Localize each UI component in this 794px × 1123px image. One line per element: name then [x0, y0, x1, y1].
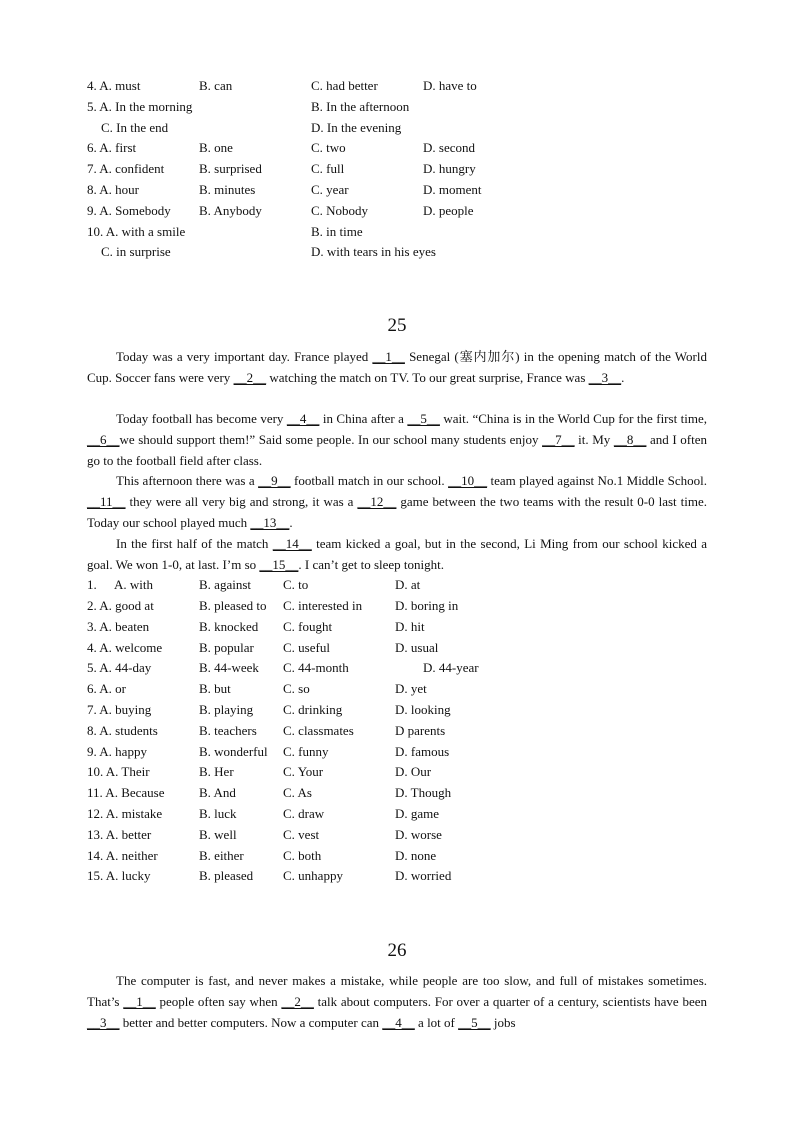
- option-d: D. famous: [395, 744, 450, 759]
- option-b: B. one: [199, 140, 233, 155]
- option-a: 14. A. neither: [87, 848, 158, 863]
- option-a: 4. A. welcome: [87, 640, 163, 655]
- option-b: B. well: [199, 827, 237, 842]
- option-d: D. game: [395, 806, 440, 821]
- option-c: C. vest: [283, 827, 320, 842]
- option-d: D parents: [395, 723, 446, 738]
- option-b: B. playing: [199, 702, 254, 717]
- option-a: 4. A. must: [87, 78, 141, 93]
- option-a: 5. A. In the morning: [87, 99, 193, 114]
- option-c: C. two: [311, 140, 346, 155]
- option-c: C. As: [283, 785, 312, 800]
- option-c: C. In the end: [101, 120, 169, 135]
- option-a: 10. A. Their: [87, 764, 150, 779]
- blank-4: __4__: [286, 411, 320, 426]
- option-d: D. boring in: [395, 598, 459, 613]
- passage-paragraph-1: Today was a very important day. France played __1__ Senegal (塞内加尔) in the opening match of the World Cup. Soccer fans were very __2__ watching the match on TV. To our great surprise, France was __3__.: [87, 349, 707, 385]
- option-b: B. surprised: [199, 161, 262, 176]
- option-a: 13. A. better: [87, 827, 152, 842]
- option-b: B. popular: [199, 640, 254, 655]
- option-b: B. pleased: [199, 868, 254, 883]
- option-d: D. worse: [395, 827, 442, 842]
- option-c: C. interested in: [283, 598, 363, 613]
- option-b: B. In the afternoon: [311, 99, 410, 114]
- option-d: D. hungry: [423, 161, 476, 176]
- option-b: B. teachers: [199, 723, 257, 738]
- option-c: C. in surprise: [101, 244, 171, 259]
- blank-1: __1__: [123, 993, 156, 1009]
- option-a: A. with: [114, 577, 153, 592]
- option-c: C. both: [283, 848, 322, 863]
- option-d: D. worried: [395, 868, 452, 883]
- option-c: C. draw: [283, 806, 325, 821]
- option-c: C. classmates: [283, 723, 354, 738]
- option-a: 5. A. 44-day: [87, 660, 152, 675]
- option-a: 8. A. students: [87, 723, 158, 738]
- option-a: 15. A. lucky: [87, 868, 151, 883]
- option-d: D. at: [395, 577, 421, 592]
- option-b: B. can: [199, 78, 233, 93]
- option-d: D. none: [395, 848, 437, 863]
- blank-2: __2__: [281, 993, 314, 1009]
- section-number-25: 25: [387, 315, 407, 336]
- option-d: D. usual: [395, 640, 439, 655]
- passage-paragraph-3: This afternoon there was a __9__ football match in our school. __10__ team played against No.1 Middle School. __11__ they were all very big and strong, it was a __12__ game between the two teams with the result 0-0 last time. Today our school played much __13__.: [87, 473, 708, 530]
- option-b: B. 44-week: [199, 660, 259, 675]
- blank-3: __3__: [87, 1014, 120, 1030]
- option-a: 6. A. or: [87, 681, 126, 696]
- blank-6: __6__: [87, 431, 120, 447]
- option-b: B. wonderful: [199, 744, 268, 759]
- option-b: B. either: [199, 848, 244, 863]
- section-number-26: 26: [387, 940, 407, 961]
- option-b: B. Anybody: [199, 203, 262, 218]
- option-d: D. yet: [395, 681, 427, 696]
- option-c: C. had better: [311, 78, 378, 93]
- option-d: D. moment: [423, 182, 482, 197]
- option-a: 6. A. first: [87, 140, 137, 155]
- option-c: C. drinking: [283, 702, 343, 717]
- option-a: 7. A. buying: [87, 702, 152, 717]
- blank-5: __5__: [407, 411, 440, 426]
- option-a: 3. A. beaten: [87, 619, 150, 634]
- blank-3: __3__: [588, 369, 622, 385]
- option-c: C. 44-month: [283, 660, 349, 675]
- option-a: 11. A. Because: [87, 785, 165, 800]
- option-d: D. In the evening: [311, 120, 402, 135]
- option-b: B. pleased to: [199, 598, 267, 613]
- passage-paragraph-4: In the first half of the match __14__ team kicked a goal, but in the second, Li Ming from our school kicked a goal. We won 1-0, at last. I’m so __15__. I can’t get to sleep tonight.: [87, 536, 707, 572]
- option-c: C. Your: [283, 764, 324, 779]
- blank-7: __7__: [542, 431, 575, 447]
- option-c: C. fought: [283, 619, 333, 634]
- blank-12: __12__: [357, 493, 397, 509]
- option-d: D. looking: [395, 702, 451, 717]
- option-d: D. Though: [395, 785, 452, 800]
- option-d: D. have to: [423, 78, 477, 93]
- option-b: B. in time: [311, 224, 363, 239]
- blank-15: __15__: [259, 556, 299, 572]
- blank-11: __11__: [87, 493, 126, 509]
- blank-10: __10__: [448, 473, 488, 488]
- blank-2: __2__: [233, 369, 267, 385]
- option-a: 9. A. Somebody: [87, 203, 171, 218]
- option-d: D. hit: [395, 619, 425, 634]
- passage-paragraph-2: Today football has become very __4__ in China after a __5__ wait. “China is in the World Cup for the first time, __6__we should support them!” Said some people. In our school many students enjoy __7__ it. My __8__ and I often go to the football field after class.: [87, 411, 707, 468]
- option-number: 1.: [87, 577, 97, 592]
- option-c: C. so: [283, 681, 310, 696]
- option-b: B. but: [199, 681, 231, 696]
- option-b: B. luck: [199, 806, 237, 821]
- option-c: C. useful: [283, 640, 330, 655]
- option-b: B. And: [199, 785, 236, 800]
- option-a: 12. A. mistake: [87, 806, 163, 821]
- option-a: 9. A. happy: [87, 744, 147, 759]
- option-d: D. Our: [395, 764, 432, 779]
- passage-paragraph-26-1: The computer is fast, and never makes a mistake, while people are too slow, and full of mistakes sometimes. That’s __1__ people often say when __2__ talk about computers. For over a quarter of a century, scientists have been __3__ better and better computers. Now a computer can __4__ a lot of __5__ jobs: [87, 973, 707, 1030]
- option-b: B. minutes: [199, 182, 256, 197]
- option-c: C. unhappy: [283, 868, 343, 883]
- option-d: D. 44-year: [423, 660, 479, 675]
- option-b: B. against: [199, 577, 251, 592]
- blank-14: __14__: [272, 536, 312, 551]
- option-b: B. Her: [199, 764, 234, 779]
- option-c: C. year: [311, 182, 349, 197]
- blank-4: __4__: [382, 1014, 415, 1030]
- option-c: C. funny: [283, 744, 329, 759]
- blank-9: __9__: [258, 473, 291, 488]
- option-a: 2. A. good at: [87, 598, 154, 613]
- option-c: C. full: [311, 161, 345, 176]
- option-c: C. to: [283, 577, 309, 592]
- option-a: 10. A. with a smile: [87, 224, 186, 239]
- option-c: C. Nobody: [311, 203, 369, 218]
- option-d: D. second: [423, 140, 475, 155]
- option-d: D. people: [423, 203, 474, 218]
- option-b: B. knocked: [199, 619, 259, 634]
- option-d: D. with tears in his eyes: [311, 244, 436, 259]
- blank-1: __1__: [372, 349, 405, 364]
- option-a: 7. A. confident: [87, 161, 165, 176]
- blank-13: __13__: [250, 514, 290, 530]
- blank-5: __5__: [458, 1014, 491, 1030]
- option-a: 8. A. hour: [87, 182, 139, 197]
- blank-8: __8__: [613, 431, 647, 447]
